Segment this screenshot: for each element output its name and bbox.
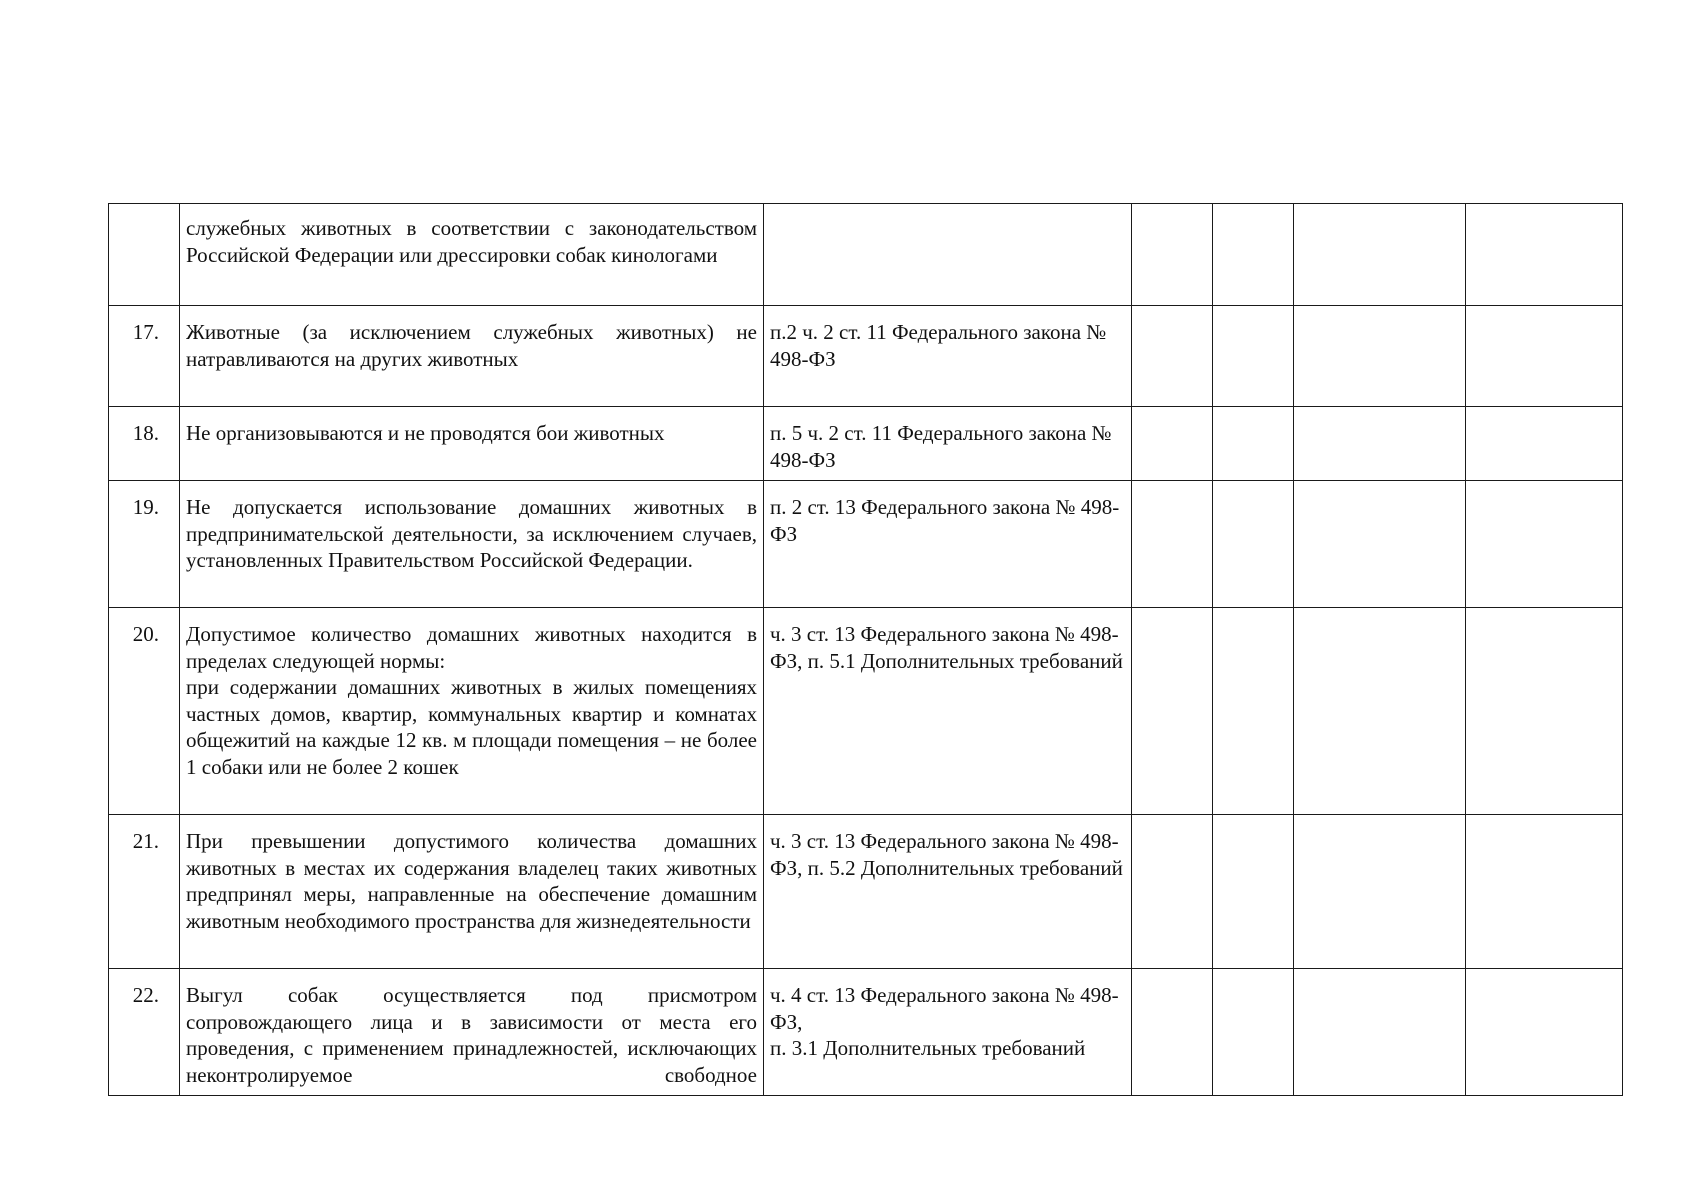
requirement-text: Животные (за исключением служебных животных) не натравливаются на других животных — [180, 306, 764, 407]
answer-cell-yes — [1132, 608, 1213, 815]
notes-cell — [1466, 608, 1623, 815]
legal-reference-line: ч. 4 ст. 13 Федерального закона № 498-ФЗ, — [770, 983, 1119, 1034]
table-row — [109, 306, 1623, 407]
row-number: 22. — [109, 969, 180, 1096]
answer-cell-not-applicable — [1294, 306, 1466, 407]
answer-cell-no — [1213, 608, 1294, 815]
notes-cell — [1466, 306, 1623, 407]
row-number: 18. — [109, 407, 180, 481]
answer-cell-no — [1213, 481, 1294, 608]
table-row — [109, 815, 1623, 969]
row-number: 20. — [109, 608, 180, 815]
answer-cell-yes — [1132, 969, 1213, 1096]
answer-cell-no — [1213, 815, 1294, 969]
requirement-text: Не организовываются и не проводятся бои животных — [180, 407, 764, 481]
answer-cell-not-applicable — [1294, 481, 1466, 608]
row-number: 21. — [109, 815, 180, 969]
legal-reference: ч. 3 ст. 13 Федерального закона № 498-ФЗ, п. 5.2 Дополнительных требований — [764, 815, 1132, 969]
notes-cell — [1466, 407, 1623, 481]
legal-reference: п. 5 ч. 2 ст. 11 Федерального закона № 498-ФЗ — [764, 407, 1132, 481]
row-number: 17. — [109, 306, 180, 407]
answer-cell-yes — [1132, 204, 1213, 306]
answer-cell-yes — [1132, 407, 1213, 481]
answer-cell-not-applicable — [1294, 204, 1466, 306]
table-row — [109, 608, 1623, 815]
answer-cell-not-applicable — [1294, 815, 1466, 969]
legal-reference: ч. 3 ст. 13 Федерального закона № 498-ФЗ, п. 5.1 Дополнительных требований — [764, 608, 1132, 815]
notes-cell — [1466, 481, 1623, 608]
answer-cell-no — [1213, 204, 1294, 306]
legal-reference-cell — [764, 969, 1132, 1096]
row-number — [109, 204, 180, 306]
table-row — [109, 204, 1623, 306]
answer-cell-no — [1213, 407, 1294, 481]
checklist-table — [108, 203, 1623, 1096]
requirement-text: Выгул собак осуществляется под присмотром сопровождающего лица и в зависимости от места его проведения, с применением принадлежностей, исключающих неконтролируемое свободное — [180, 969, 764, 1096]
notes-cell — [1466, 969, 1623, 1096]
legal-reference: п.2 ч. 2 ст. 11 Федерального закона № 498-ФЗ — [764, 306, 1132, 407]
requirement-text-cell — [180, 608, 764, 815]
notes-cell — [1466, 204, 1623, 306]
table-row — [109, 481, 1623, 608]
table-row — [109, 969, 1623, 1096]
answer-cell-not-applicable — [1294, 407, 1466, 481]
answer-cell-yes — [1132, 481, 1213, 608]
answer-cell-yes — [1132, 815, 1213, 969]
notes-cell — [1466, 815, 1623, 969]
requirement-text: служебных животных в соответствии с законодательством Российской Федерации или дрессировки собак кинологами — [180, 204, 764, 306]
legal-reference-line: п. 3.1 Дополнительных требований — [770, 1036, 1086, 1060]
answer-cell-no — [1213, 969, 1294, 1096]
table-row — [109, 407, 1623, 481]
answer-cell-not-applicable — [1294, 608, 1466, 815]
requirement-text: При превышении допустимого количества домашних животных в местах их содержания владелец таких животных предпринял меры, направленные на обеспечение домашним животным необходимого пространства для жизнедеятельности — [180, 815, 764, 969]
requirement-intro: Допустимое количество домашних животных находится в пределах следующей нормы: — [186, 622, 757, 673]
answer-cell-yes — [1132, 306, 1213, 407]
requirement-text: при содержании домашних животных в жилых помещениях частных домов, квартир, коммунальных квартир и комнатах общежитий на каждые 12 кв. м площади помещения – не более 1 собаки или не более 2 кошек — [186, 675, 757, 779]
requirement-text: Не допускается использование домашних животных в предпринимательской деятельности, за исключением случаев, установленных Правительством Российской Федерации. — [180, 481, 764, 608]
legal-reference — [764, 204, 1132, 306]
answer-cell-no — [1213, 306, 1294, 407]
legal-reference: п. 2 ст. 13 Федерального закона № 498-ФЗ — [764, 481, 1132, 608]
row-number: 19. — [109, 481, 180, 608]
answer-cell-not-applicable — [1294, 969, 1466, 1096]
